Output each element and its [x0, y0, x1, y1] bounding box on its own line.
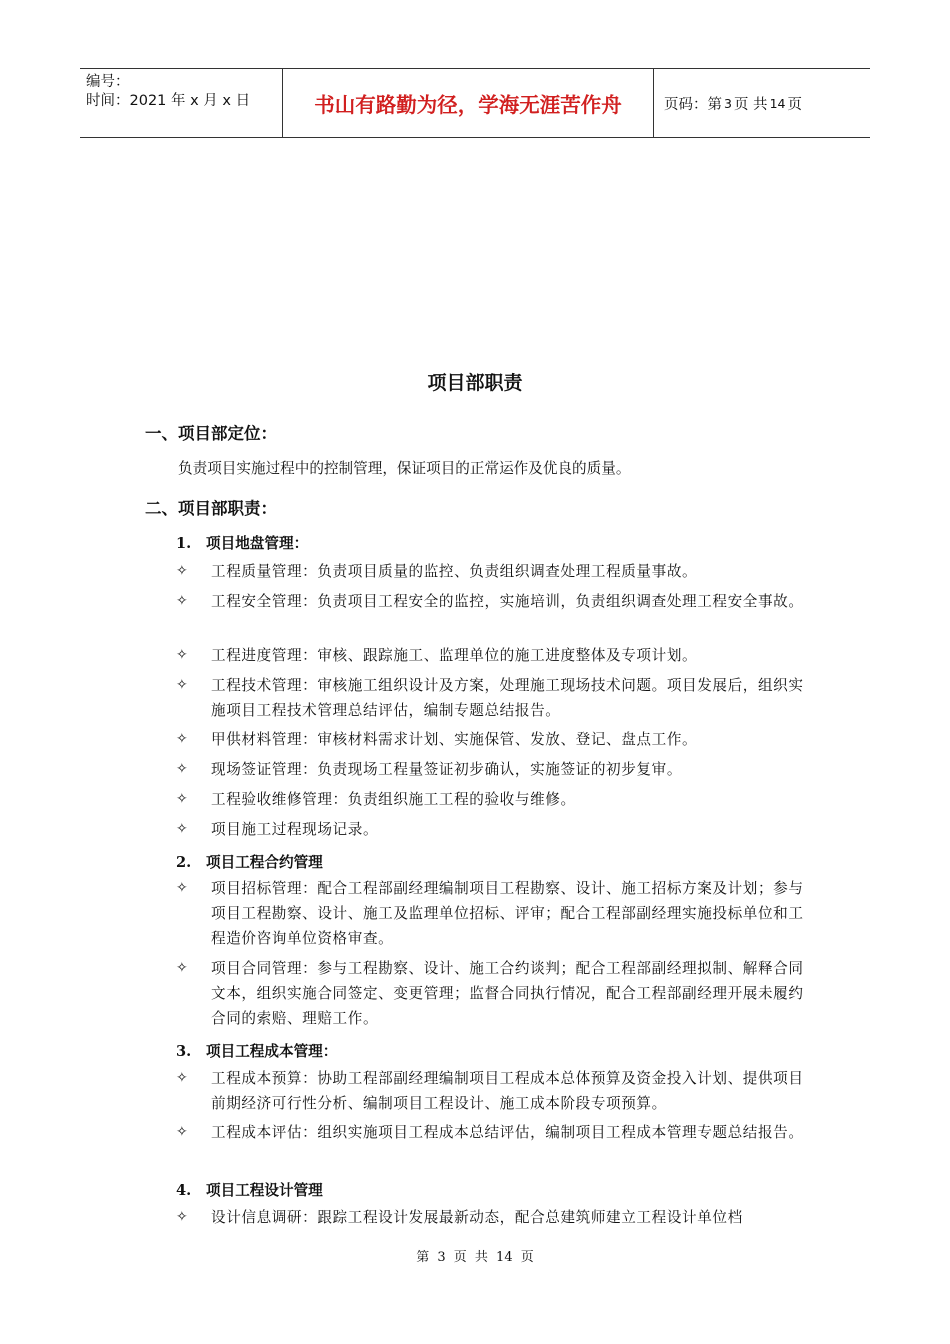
document-title: 项目部职责: [427, 372, 523, 394]
subsection-title: 项目工程合约管理: [206, 854, 323, 871]
page-prefix: 页码：第: [664, 96, 722, 113]
subsection-3-heading: [176, 1040, 337, 1061]
number-label: 编号：: [86, 74, 130, 90]
list-item: [176, 559, 816, 584]
bullet-icon: ✧: [176, 1124, 188, 1140]
list-item: [176, 817, 816, 842]
bullet-icon: ✧: [176, 1070, 188, 1086]
page-current: 3: [724, 95, 732, 111]
bullet-icon: ✧: [176, 647, 188, 663]
list-item-text: 项目施工过程现场记录。: [211, 821, 379, 838]
bullet-icon: ✧: [176, 593, 188, 609]
subsection-number: 1.: [176, 535, 192, 552]
bullet-icon: ✧: [176, 1209, 188, 1225]
bullet-icon: ✧: [176, 731, 188, 747]
page-suffix: 页: [787, 96, 802, 113]
bullet-icon: ✧: [176, 761, 188, 777]
time-label: 时间：2021 年 x 月 x 日: [86, 93, 251, 109]
list-item-text: 工程质量管理：负责项目质量的监控、负责组织调查处理工程质量事故。: [211, 563, 698, 580]
list-item-text: 设计信息调研：跟踪工程设计发展最新动态，配合总建筑师建立工程设计单位档: [211, 1209, 743, 1226]
subsection-4-heading: [176, 1179, 323, 1200]
list-item: [176, 1120, 816, 1145]
list-item-text: 甲供材料管理：审核材料需求计划、实施保管、发放、登记、盘点工作。: [211, 731, 698, 748]
page-total: 14: [769, 95, 786, 111]
page-footer: 第 3 页 共 14 页: [416, 1250, 534, 1265]
bullet-icon: ✧: [176, 677, 188, 693]
list-item: [176, 727, 816, 752]
list-item: [176, 589, 816, 614]
header-page-info: [654, 69, 870, 137]
section-1-text: 负责项目实施过程中的控制管理，保证项目的正常运作及优良的质量。: [178, 460, 631, 477]
list-item-text: 工程技术管理：审核施工组织设计及方案，处理施工现场技术问题。项目发展后，组织实施项目工程技术管理总结评估，编制专题总结报告。: [211, 677, 804, 719]
bullet-icon: ✧: [176, 791, 188, 807]
header-table: [80, 68, 870, 138]
list-item-text: 工程验收维修管理：负责组织施工工程的验收与维修。: [211, 791, 576, 808]
list-item: [176, 643, 816, 668]
subsection-number: 3.: [176, 1043, 192, 1060]
header-meta-cell: [80, 69, 282, 137]
list-item-text: 项目招标管理：配合工程部副经理编制项目工程勘察、设计、施工招标方案及计划；参与项目工程勘察、设计、施工及监理单位招标、评审；配合工程部副经理实施投标单位和工程造价咨询单位资格审查。: [211, 880, 804, 947]
subsection-title: 项目工程设计管理: [206, 1182, 323, 1199]
list-item-text: 项目合同管理：参与工程勘察、设计、施工合约谈判；配合工程部副经理拟制、解释合同文本，组织实施合同签定、变更管理；监督合同执行情况，配合工程部副经理开展未履约合同的索赔、理赔工作。: [211, 960, 804, 1027]
section-heading-2: 二、项目部职责：: [145, 499, 277, 518]
list-item: [176, 956, 816, 1031]
subsection-title: 项目地盘管理：: [206, 535, 309, 552]
list-item: [176, 876, 816, 951]
subsection-number: 4.: [176, 1182, 192, 1199]
list-item: [176, 673, 816, 723]
bullet-icon: ✧: [176, 880, 188, 896]
list-item-text: 工程安全管理：负责项目工程安全的监控，实施培训，负责组织调查处理工程安全事故。: [211, 593, 804, 610]
bullet-icon: ✧: [176, 821, 188, 837]
list-item: [176, 757, 816, 782]
bullet-icon: ✧: [176, 960, 188, 976]
subsection-title: 项目工程成本管理：: [206, 1043, 338, 1060]
section-heading-1: 一、项目部定位：: [145, 424, 277, 443]
header-motto: 书山有路勤为径，学海无涯苦作舟: [282, 69, 654, 137]
list-item: [176, 787, 816, 812]
bullet-icon: ✧: [176, 563, 188, 579]
list-item-text: 工程成本预算：协助工程部副经理编制项目工程成本总体预算及资金投入计划、提供项目前期经济可行性分析、编制项目工程设计、施工成本阶段专项预算。: [211, 1070, 804, 1112]
list-item-text: 工程成本评估：组织实施项目工程成本总结评估，编制项目工程成本管理专题总结报告。: [211, 1124, 804, 1141]
subsection-number: 2.: [176, 854, 192, 871]
list-item-text: 工程进度管理：审核、跟踪施工、监理单位的施工进度整体及专项计划。: [211, 647, 698, 664]
subsection-2-heading: [176, 851, 323, 872]
list-item: [176, 1205, 816, 1230]
page-mid: 页 共: [733, 96, 768, 113]
list-item: [176, 1066, 816, 1116]
subsection-1-heading: [176, 532, 308, 553]
list-item-text: 现场签证管理：负责现场工程量签证初步确认，实施签证的初步复审。: [211, 761, 683, 778]
